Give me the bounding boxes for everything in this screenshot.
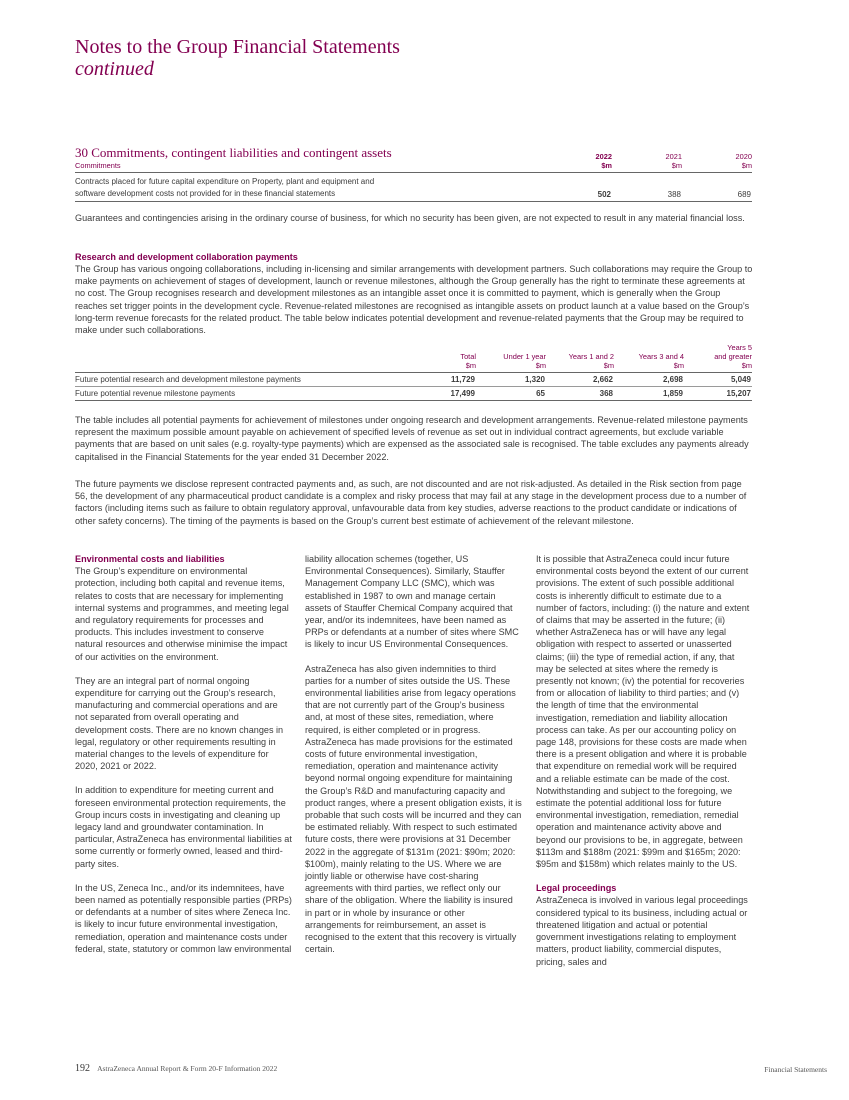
page-number: 192 <box>75 1063 90 1074</box>
milestone-row-rnd <box>75 373 752 387</box>
page-title: Notes to the Group Financial Statements <box>75 36 400 58</box>
col-2020-header: 2020 $m <box>735 152 752 170</box>
legal-heading: Legal proceedings <box>536 883 617 894</box>
footer-section: Financial Statements <box>764 1065 827 1074</box>
milestone-value: 15,207 <box>726 389 751 398</box>
commitments-table <box>75 152 752 202</box>
commitments-value-2021: 388 <box>667 190 681 199</box>
col2-paragraph: AstraZeneca has also given indemnities to third parties for a number of sites outside the US. These environmental liabilities arise from legacy operations that are not currently part of the Group’s business and, at most of these sites, remediation, where required, is either completed or in progress. AstraZeneca has made provisions for the estimated costs of future environmental investigation, remediation, operation and maintenance activity beyond normal ongoing expenditure for maintaining the Group’s R&D and manufacturing capacity and product ranges, where a present obligation exists, it is probable that such costs will be incurred and they can be estimated reliably. With respect to such estimated future costs, there were provisions at 31 December 2022 in the aggregate of $131m (2021: $90m; 2020: $100m), mainly relating to the US. Where we are jointly liable or otherwise have cost-sharing agreements with third parties, we reflect only our share of the obligation. Where the liability is insured in part or in whole by insurance or other arrangements for reimbursement, an asset is recognised to the extent that this recovery is virtually certain. <box>305 663 522 955</box>
milestone-value: 17,499 <box>450 389 475 398</box>
col-years-1-2-header: Years 1 and 2 $m <box>568 352 614 370</box>
col-2021-header: 2021 $m <box>665 152 682 170</box>
milestone-value: 65 <box>536 389 545 398</box>
commitments-row-label: Contracts placed for future capital expenditure on Property, plant and equipment and software development costs not provided for in these financial statements <box>75 177 375 198</box>
page-footer <box>75 1063 827 1074</box>
milestone-value: 2,698 <box>662 375 683 384</box>
milestone-row-revenue <box>75 387 752 401</box>
column-1 <box>75 553 292 967</box>
col-years-3-4-header: Years 3 and 4 $m <box>638 352 684 370</box>
milestone-value: 368 <box>599 389 613 398</box>
milestone-value: 11,729 <box>450 375 475 384</box>
page-header <box>75 36 400 80</box>
col1-paragraph: They are an integral part of normal ongoing expenditure for carrying out the Group’s research, manufacturing and commercial operations and are not separated from overall operating and development costs. There are no known changes in legal, regulatory or other requirements resulting in material changes to the levels of expenditure for 2020, 2021 or 2022. <box>75 675 284 772</box>
guarantees-paragraph: Guarantees and contingencies arising in the ordinary course of business, for which no security has been given, are not expected to result in any material financial loss. <box>75 213 745 223</box>
section-30-title: 30 Commitments, contingent liabilities and contingent assets <box>75 145 392 160</box>
rnd-paragraph-3: The future payments we disclose represent contracted payments and, as such, are not discounted and are not risk-adjusted. As detailed in the Risk section from page 56, the development of any pharmaceutical product candidate is a complex and risky process that may fail at any stage in the development process due to a number of factors (including items such as failure to obtain regulatory approval, unfavourable data from key studies, adverse reactions to the product candidate or indications of other safety concerns). The timing of the payments is based on the Group’s current best estimate of achievement of the relevant milestone. <box>75 479 747 526</box>
column-3 <box>536 553 753 980</box>
commitments-value-2020: 689 <box>737 190 751 199</box>
col-total-header: Total $m <box>460 352 476 370</box>
col-years-5-plus-header: Years 5 and greater $m <box>714 343 752 370</box>
col1-paragraph: The Group’s expenditure on environmental protection, including both capital and revenue items, relates to costs that are necessary for implementing internal systems and programmes, and meeting legal and regulatory requirements for processes and products. This includes investment to conserve natural resources and otherwise minimise the impact of our activities on the environment. <box>75 566 289 662</box>
col1-paragraph: In the US, Zeneca Inc., and/or its indemnitees, have been named as potentially responsible parties (PRPs) or defendants at a number of sites where Zeneca Inc. is likely to incur future environmental investigation, remediation, operation and maintenance costs under federal, state, statutory or common law environmental <box>75 882 292 954</box>
commitments-header-row <box>75 152 752 173</box>
milestone-header-row <box>75 343 752 373</box>
milestone-value: 2,662 <box>592 375 613 384</box>
col-under-1-year-header: Under 1 year $m <box>503 352 546 370</box>
col2-paragraph: liability allocation schemes (together, US Environmental Consequences). Similarly, Stauffer Management Company LLC (SMC), which was established in 1987 to own and manage certain assets of Stauffer Chemical Company acquired that year, and/or its indemnitees, have been named as PRPs or defendants at a number of sites where SMC is likely to incur US Environmental Consequences. <box>305 554 519 650</box>
commitments-label-header: Commitments <box>75 161 121 170</box>
rnd-intro-paragraph: The Group has various ongoing collaborations, including in-licensing and similar arrangements with development partners. Such collaborations may require the Group to make payments on achievement of stages of development, launch or revenue milestones, although the Group generally has the right to terminate these agreements at no cost. The Group recognises research and development milestones as an intangible asset once it is committed to payment, which is generally when the Group reaches set trigger points in the development cycle. Revenue-related milestones are recognised as intangible assets on product launch at a value based on the Group’s long-term revenue forecasts for the related product. The table below indicates potential development and revenue-related payments that the Group may be required to make under such collaborations. <box>75 264 753 336</box>
commitments-value-2022: 502 <box>597 190 611 199</box>
col-2022-header: 2022 $m <box>595 152 612 170</box>
publication-title: AstraZeneca Annual Report & Form 20-F Information 2022 <box>97 1064 278 1073</box>
milestone-row-label: Future potential revenue milestone payments <box>75 389 236 398</box>
col3-paragraph: AstraZeneca is involved in various legal proceedings considered typical to its business, including actual or threatened litigation and actual or potential government investigations relating to employment matters, product liability, commercial disputes, pricing, sales and <box>536 895 748 967</box>
page-subtitle: continued <box>75 58 154 80</box>
milestone-value: 1,859 <box>662 389 683 398</box>
col1-paragraph: In addition to expenditure for meeting current and foreseen environmental protection requirements, the Group incurs costs in investigating and cleaning up legacy land and groundwater contamination. In particular, AstraZeneca has environmental liabilities at some currently or formerly owned, leased and third-party sites. <box>75 785 292 869</box>
milestone-row-label: Future potential research and development milestone payments <box>75 375 301 384</box>
commitments-row <box>75 173 752 202</box>
environmental-heading: Environmental costs and liabilities <box>75 554 225 564</box>
milestone-value: 5,049 <box>730 375 751 384</box>
col3-paragraph: It is possible that AstraZeneca could incur future environmental costs beyond the extent of our current provisions. The extent of such possible additional costs is inherently difficult to estimate due to a number of factors, including: (i) the nature and extent of claims that may be asserted in the future; (ii) whether AstraZeneca has or will have any legal obligation with respect to asserted or unasserted claims; (iii) the type of remedial action, if any, that may be selected at sites where the remedy is presently not known; (iv) the potential for recoveries from or allocation of liability to third parties; and (v) the length of time that the environmental investigation, remediation and liability allocation process can take. As per our accounting policy on page 148, provisions for these costs are made when there is a present obligation and where it is probable that expenditure on remedial work will be required and a reliable estimate can be made of the cost. Notwithstanding and subject to the foregoing, we estimate the potential additional loss for future environmental investigation, remediation, remedial operation and maintenance activity above and beyond our provisions to be, in aggregate, between $113m and $188m (2021: $99m and $165m; 2020: $95m and $158m) which relates mainly to the US. <box>536 554 750 870</box>
milestone-table <box>75 343 752 401</box>
milestone-value: 1,320 <box>524 375 545 384</box>
column-2 <box>305 553 522 968</box>
rnd-paragraph-2: The table includes all potential payments for achievement of milestones under ongoing research and development arrangements. Revenue-related milestone payments represent the maximum possible amount payable on achievement of specified levels of revenue as set out in individual contract agreements, but exclude variable payments that are based on unit sales (e.g. royalty-type payments) which are expensed as the associated sale is recognised. The table excludes any payments already capitalised in the Financial Statements for the year ended 31 December 2022. <box>75 415 749 462</box>
rnd-heading: Research and development collaboration payments <box>75 252 298 262</box>
